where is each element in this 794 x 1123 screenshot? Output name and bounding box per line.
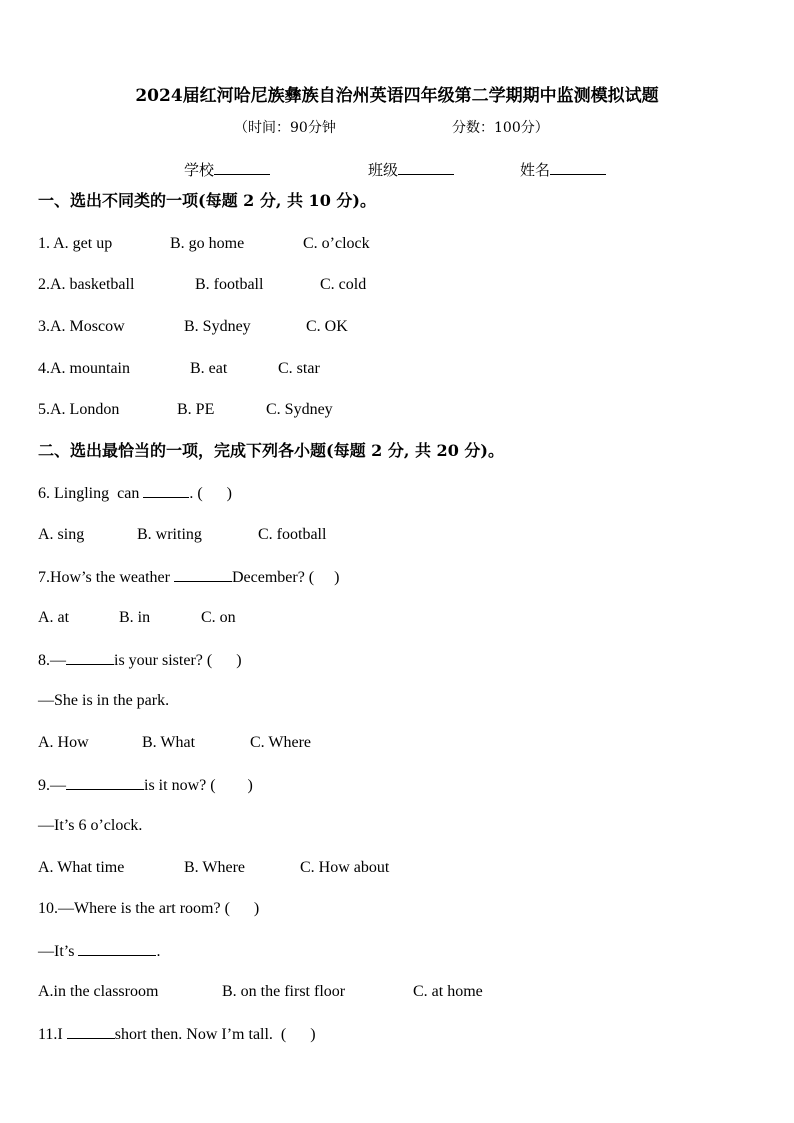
q2-option-b: B. football (195, 276, 264, 293)
q3-option-c: C. OK (306, 318, 348, 335)
q10-blank (78, 941, 156, 956)
section2-heading: 二、选出最恰当的一项，完成下列各小题(每题 2 分, 共 20 分)。 (38, 441, 504, 460)
section1-heading: 一、选出不同类的一项(每题 2 分, 共 10 分)。 (38, 191, 376, 210)
class-blank (398, 160, 454, 175)
q9-question (38, 775, 253, 796)
name-field (520, 160, 606, 180)
q4-option-a: 4.A. mountain (38, 360, 130, 377)
q10-text: —It’s (38, 943, 79, 960)
q6-blank (143, 483, 189, 498)
q2-option-c: C. cold (320, 276, 367, 293)
q9-option-a: A. What time (38, 859, 125, 876)
q11-blank (67, 1024, 115, 1039)
school-field (184, 160, 270, 180)
q10-option-c: C. at home (413, 983, 483, 1000)
q6-text: 6. Lingling can (38, 485, 144, 502)
q9-option-b: B. Where (184, 859, 246, 876)
q6-option-b: B. writing (137, 526, 202, 543)
q7-text: 7.How’s the weather (38, 569, 174, 586)
page-title: 2024届红河哈尼族彝族自治州英语四年级第二学期期中监测模拟试题 (135, 86, 659, 106)
q8-option-a: A. How (38, 734, 89, 751)
q3-option-b: B. Sydney (184, 318, 251, 335)
q10-option-a: A.in the classroom (38, 983, 159, 1000)
q9-paren: is it now? ( ) (144, 777, 253, 794)
q4-option-c: C. star (278, 360, 320, 377)
q8-text: 8.— (38, 652, 66, 669)
name-label: 姓名 (520, 161, 551, 179)
q6-option-c: C. football (258, 526, 327, 543)
q9-answer-line: —It’s 6 o’clock. (38, 817, 143, 834)
q9-option-c: C. How about (300, 859, 390, 876)
class-label: 班级 (368, 161, 399, 179)
q10-question: 10.—Where is the art room? ( ) (38, 900, 260, 917)
q7-paren: December? ( ) (231, 569, 340, 586)
q1-option-a: 1. A. get up (38, 235, 113, 252)
q8-blank (66, 650, 114, 665)
q1-option-c: C. o’clock (303, 235, 370, 252)
q8-question (38, 650, 242, 671)
q10-period: . (156, 943, 161, 960)
q6-question (38, 483, 232, 504)
exam-score: 分数：100分） (452, 120, 549, 136)
q7-question (38, 567, 339, 588)
q5-option-c: C. Sydney (266, 401, 333, 418)
q11-paren: short then. Now I’m tall. ( ) (114, 1026, 316, 1043)
school-blank (214, 160, 270, 175)
q8-paren: is your sister? ( ) (114, 652, 242, 669)
q8-option-b: B. What (142, 734, 196, 751)
class-field (368, 160, 454, 180)
q9-text: 9.— (38, 777, 66, 794)
q6-option-a: A. sing (38, 526, 85, 543)
q8-option-c: C. Where (250, 734, 312, 751)
q4-option-b: B. eat (190, 360, 228, 377)
q5-option-a: 5.A. London (38, 401, 120, 418)
q7-option-a: A. at (38, 609, 70, 626)
q8-answer-line: —She is in the park. (38, 692, 170, 709)
q7-option-b: B. in (119, 609, 151, 626)
q10-option-b: B. on the first floor (222, 983, 346, 1000)
q7-option-c: C. on (201, 609, 236, 626)
name-blank (550, 160, 606, 175)
q7-blank (174, 567, 232, 582)
q11-question (38, 1024, 316, 1045)
q5-option-b: B. PE (177, 401, 215, 418)
q2-option-a: 2.A. basketball (38, 276, 135, 293)
exam-time: （时间：90分钟 (234, 120, 336, 136)
q6-paren: . ( ) (189, 485, 232, 502)
q1-option-b: B. go home (170, 235, 245, 252)
q11-text: 11.I (38, 1026, 67, 1043)
q9-blank (66, 775, 144, 790)
q10-answer-line (38, 941, 160, 962)
school-label: 学校 (184, 161, 215, 179)
q3-option-a: 3.A. Moscow (38, 318, 125, 335)
